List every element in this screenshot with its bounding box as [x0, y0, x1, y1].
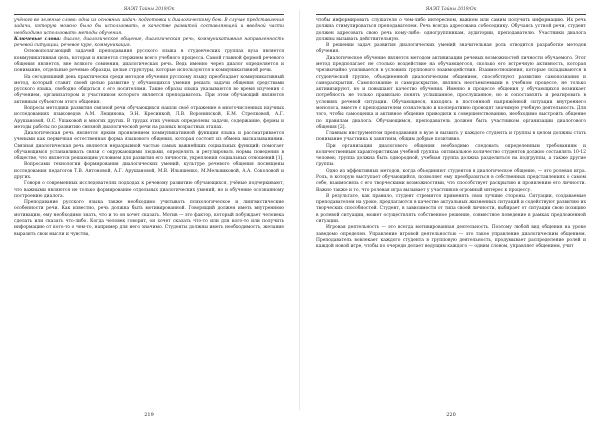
- paragraph: Игровая деятельность — это всегда мотивированная деятельность. Поэтому любой вид общения на уроке заведомо определен. Управление игровой деятельностью — это такое управление диалогическим общением. Преподаватель вовлекает каждого студента в групповую деятельность, продумывает распределение ролей и каждой новой игре, чтобы по очереди делает ведущим каждого — одним словом, управляет общением, учит: [316, 225, 586, 250]
- page-number-left: 219: [144, 412, 154, 418]
- paragraph: Диалогическая речь является ярким проявлением коммуникативной функции языка и рассматривается учеными как первичная естественная форма языкового общения, которая состоит из обмена высказываниями. Связная диалогическая речь является неразрывной частью самых важнейших социальных функций: помогает обучающимся устанавливать связи с окружающими людьми, определять и регулировать нормы поведения в обществе, что является решающим условием для развития его личности, укрепления социальных отношений [1].: [14, 131, 284, 162]
- paragraph: Вопросы методики развития связной речи обучающихся нашли своё отражение в многочисленных научных исследованиях языковедов А.М. Лещинова, Э.Н. Кресинкой, Л.В. Воронинской, Е.М. Стрелковой, А.Г. Арушановой, О.С. Ушаковой и многих других. В трудах этих ученых определены задачи, содержание, формы и методы работы по развитию связной диалогической речи на разных возрастных этапах.: [14, 105, 284, 130]
- paragraph: Преподавание русского языка также необходимо учитывать психологическое и лингвистические особенности речи. Как известно, речь должна быть мотивированной. Говорящий должен иметь внутреннюю мотивацию, ему необходимо знать, что и то он хочет сказать. Мотив — это фактор, который побуждает человека сделать или сказать что-либо. Когда человек говорит, он хочет сказать что-то или для кого-то или получить информацию от кого-то о чем-то, например для него значимо. Студенты должны иметь необходимость, желание выразить свои мысли и чувства,: [14, 200, 284, 237]
- paragraph: чтобы информировать слушателя о чем-либо интересном, важном или самим получить информацию. Их речь должна стимулироваться преподавателем. Речь всегда адресована собеседнику. Обучаясь устной речи, студент должен адресовать свою речь кому-либо: одногруппникам, аудитории, преподавателю. Участники диалога должны вызывать действительную.: [316, 18, 586, 42]
- right-page: [316, 6, 586, 418]
- left-page: [14, 6, 284, 418]
- running-header-right: ЯАЭП Тайны 2019/Ок: [316, 6, 586, 15]
- running-header-left: ЯАЭП Тайны 2019/Ок: [14, 6, 284, 15]
- paragraph: Говоря о современных исследователях подходах к речевому развитию обучающихся, учёные подчеркивают, что важными являются не только формирование отдельных диалогических умений, но и обучение осознанному построению диалога.: [14, 181, 284, 199]
- left-page-body: [14, 18, 284, 238]
- paragraph: Вопросами технологии формирования диалогических умений, культуре речевого общения посвящены исследования педагогов Т.В. Антоновой, А.Г. Арушановой, М.В. Ильяшенко, М.Мельниковой, А.А. Соколовой и других.: [14, 162, 284, 181]
- paragraph: Основополагающий задачей преподавания русского языка в студенческих группах вуза является коммуникативная цель, которая и является стержнем всего учебного процесса. Самой главной формой речевого общения является, вне всякого сомнения, диалогическая речь. Ведь именно через диалог определяется и понимание, отдельные речевые образцы, целые структуры, которые используются в коммуникативной речи.: [14, 49, 284, 74]
- intro-paragraph: учёного во зеленые слово: одна из основных задач: подготовка к диалогическому бою. В случае представления задачи, которую можно было бы использовать, в качестве развитой составляющей и вводной части необходимо использовать методы обучения.: [14, 18, 284, 36]
- keywords-text: диалог, диалогическое общение, диалогическая речь, коммуникативная направленность речевой ситуации, речевое куре, коммуникация.: [14, 36, 285, 49]
- keywords-line: [14, 37, 284, 50]
- right-page-body: [316, 18, 586, 250]
- page-gutter: [299, 10, 300, 410]
- keywords-label: Ключевые слова:: [14, 36, 61, 42]
- paragraph: В результате, как правило, студент стремится применять свои лучшие стороны. Ситуации, создаваемые преподавателем на уроке, предлагаются в качестве актуальных жизненных ситуаций и содействуют развитию их творческих способностей. Студент, в зависимости от типа своей личности, выбирает от ситуации свою позицию в ролевой ситуации, может осуществлять собственное решение, совместное поведение в рамках предложенной ситуации.: [316, 193, 586, 224]
- paragraph: Диалогическое обучение является методом активизации речевых возможностей личности обучаемого. Этот метод предполагает не столько воздействие на обучающегося, сколько его встречную активность, которая чрезвычайно усиливается в условиях группового взаимодействия. Взаимоотношения, которые складываются в студенческой группе, объединенной диалогическим общением, способствуют развитию самопознания и самораскрытия. Самопознание и самораскрытие, являясь неотъемлемыми в учебном процессе, не только активизируют, но и повышают качество обучения. Именно в процессе общения у обучающихся возникает потребность не только правильно понять услышанное, прослушанное, но и сопоставлять и реагировать в условиях речевой ситуации. Обучающиеся, находясь в постоянной напряжённой ситуации внутреннего монолога, вместе с преподавателем сознательно и кооперативно проводят значимую учебную деятельность. Для того, чтобы самооценка и активное общение приводили к совершенствованию, необходимо выстроить общение по правилам диалога. Обучающимся, преподаватель должен быть участником организации диалогового общения [2].: [316, 55, 586, 130]
- paragraph: В решении задач развития диалогических умений значительная роль отводится разработке методов обучения.: [316, 43, 586, 55]
- paragraph: Одно из эффективных методов, когда объединяют студентов в диалогическое общение, — это ролевая игра. Роль, в которую выступает обучающийся, позволяет ему преобразиться в собственных представлениях о самом себе, взаимосвязь с его творческими возможностями, что способствует раскрытию и проявлению его личности. Важно также и то, что ролевая игра вызывает у участников огромный интерес к процессу.: [316, 168, 586, 193]
- page-number-right: 220: [446, 412, 456, 418]
- paragraph: При организации диалогового общения необходимо следовать определенным требованиям и количественным характеристикам учебной группы: оптимальное количество студентов должно составлять 10-12 человек; группа должна быть однородной, учебная группа должна разделиться на подгруппы, а также другие группы.: [316, 143, 586, 168]
- paragraph: На сегодняшний день практически среди методов обучения русскому языку преобладает коммуникативный метод, который ставит своей целью развитие у обучающихся умения решать задачи общения средствами русского языка, свободно общаться с его носителями. Такие образы языка указываются во время изучения с обучением, организатором и участником которого является преподаватель. При этом обучающий являются активным субъектом этого общения.: [14, 74, 284, 105]
- paragraph: Главным инструментом преподавания в вузе и вызвать у каждого студента и группы в целом должны стать понимание участника к занятиям, общим добрые позитивно.: [316, 131, 586, 143]
